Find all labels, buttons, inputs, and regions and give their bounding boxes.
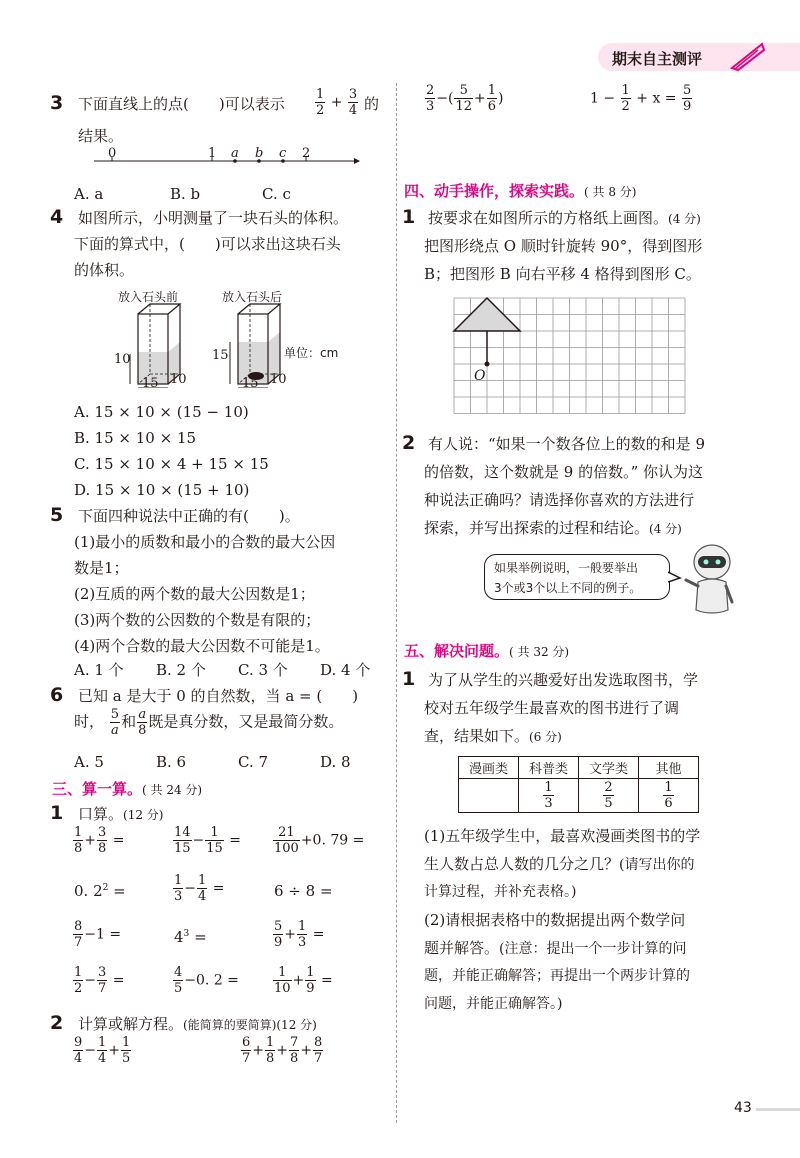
table-cell bbox=[639, 779, 699, 813]
section-points: ( 共 24 分) bbox=[142, 783, 203, 797]
question-number: 1 bbox=[50, 802, 64, 824]
points: (4 分) bbox=[668, 212, 701, 226]
section-title-text: 四、动手操作，探索实践。 bbox=[404, 182, 585, 200]
q3-expression bbox=[314, 88, 359, 117]
frac-den: 15 bbox=[206, 841, 223, 856]
q5-line: (1)最小的质数和最小的合数的最大公因 bbox=[74, 533, 336, 551]
option-d[interactable]: D. 8 bbox=[320, 753, 351, 771]
operator: + bbox=[474, 90, 486, 107]
q3-stem bbox=[78, 94, 285, 114]
line-text: 查，结果如下。 bbox=[424, 727, 530, 745]
q6-text: 既是真分数，又是最简分数。 bbox=[148, 712, 344, 731]
q5-line: (4)两个合数的最大公因数不可能是1。 bbox=[74, 637, 330, 655]
frac-num: 1 bbox=[74, 965, 83, 980]
frac-num: 3 bbox=[98, 965, 107, 980]
frac-den: 9 bbox=[274, 935, 283, 950]
title-text: 口算。 bbox=[78, 805, 124, 823]
operator: − bbox=[184, 880, 197, 897]
frac-den: 4 bbox=[98, 1051, 107, 1066]
option-c[interactable]: C. 7 bbox=[238, 753, 269, 771]
page-number-bar bbox=[756, 1108, 800, 1111]
question-number: 1 bbox=[402, 668, 416, 690]
option-c[interactable]: C. 15 × 10 × 4 + 15 × 15 bbox=[74, 455, 269, 473]
q4-line: 下面的算式中，( )可以求出这块石头 bbox=[74, 235, 341, 253]
frac-den: 7 bbox=[74, 935, 83, 950]
operator: ) bbox=[498, 90, 504, 107]
section-3-title bbox=[52, 778, 202, 799]
frac-den: 9 bbox=[306, 981, 315, 996]
expression-1 bbox=[72, 1036, 132, 1065]
calc-item bbox=[74, 884, 126, 899]
unit-label: 单位：cm bbox=[284, 346, 339, 360]
exponent: 3 bbox=[183, 929, 190, 939]
s4q2-line: 的倍数，这个数就是 9 的倍数。” 你认为这 bbox=[424, 463, 704, 481]
q4-line: 如图所示，小明测量了一块石头的体积。 bbox=[78, 209, 349, 227]
equals: = bbox=[212, 880, 225, 897]
frac-den: 6 bbox=[664, 796, 673, 811]
sub2-line: (2)请根据表格中的数据提出两个数学问 bbox=[424, 911, 686, 929]
q6-text: 时， bbox=[74, 712, 105, 731]
frac-num: 4 bbox=[174, 965, 183, 980]
table-cell bbox=[579, 779, 639, 813]
frac-num: 9 bbox=[74, 1035, 83, 1050]
frac-den: 7 bbox=[242, 1051, 251, 1066]
question-number: 2 bbox=[402, 432, 416, 454]
pencil-ruler-icon bbox=[728, 38, 768, 72]
equals: = bbox=[112, 832, 125, 849]
frac-den: 6 bbox=[487, 99, 497, 114]
frac-num: 1 bbox=[621, 83, 630, 98]
q3-stem-end: 的 bbox=[364, 95, 380, 113]
calc-item bbox=[172, 966, 239, 995]
equation-4 bbox=[590, 84, 693, 113]
frac-num: 1 bbox=[298, 919, 307, 934]
line-text: 探索，并写出探索的过程和结论。 bbox=[424, 519, 650, 537]
option-b[interactable]: B. 15 × 10 × 15 bbox=[74, 429, 197, 447]
question-number: 4 bbox=[50, 206, 64, 228]
q5-line: 下面四种说法中正确的有( )。 bbox=[78, 507, 300, 525]
frac-num: 2 bbox=[604, 780, 613, 795]
frac-den: 3 bbox=[174, 889, 183, 904]
option-a[interactable]: A. 1 个 bbox=[74, 661, 124, 679]
grid-paper bbox=[452, 296, 698, 418]
frac-den: 12 bbox=[455, 99, 473, 114]
frac-num: 1 bbox=[74, 825, 83, 840]
calc-item bbox=[272, 826, 364, 855]
sub1-line: (1)五年级学生中，最喜欢漫画类图书的学 bbox=[424, 827, 701, 845]
points: (12 分) bbox=[123, 808, 164, 822]
operator: + bbox=[330, 94, 343, 111]
option-c[interactable]: C. c bbox=[262, 185, 291, 203]
points: (能简算的要简算)(12 分) bbox=[183, 1018, 317, 1032]
s3q1-title bbox=[78, 804, 163, 825]
robot-icon bbox=[682, 540, 742, 620]
frac-den: 100 bbox=[274, 841, 299, 856]
sub2-line: 题，并能正确解答；再提出一个两步计算的 bbox=[424, 968, 690, 984]
hint-text: 如果举例说明，一般要举出 bbox=[494, 561, 639, 575]
equals: = bbox=[229, 832, 242, 849]
survey-table bbox=[458, 756, 699, 813]
hint-text: 3个或3个以上不同的例子。 bbox=[494, 581, 642, 595]
operator: − bbox=[84, 1042, 97, 1059]
frac-den: 3 bbox=[426, 99, 435, 114]
operator-and-value: −1 = bbox=[84, 926, 122, 943]
operator: + bbox=[276, 1042, 289, 1059]
fig-after-label: 放入石头后 bbox=[222, 290, 283, 304]
line-text: 题并解答。 bbox=[424, 939, 500, 957]
operator: + bbox=[252, 1042, 265, 1059]
operator: + bbox=[108, 1042, 121, 1059]
line-note: (请写出你的 bbox=[619, 857, 695, 873]
column-divider bbox=[396, 83, 397, 1123]
points: (4 分) bbox=[649, 522, 682, 536]
operator: + bbox=[84, 832, 97, 849]
q6-line: 已知 a 是大于 0 的自然数，当 a = ( ) bbox=[78, 687, 359, 705]
operator: + bbox=[292, 972, 305, 989]
frac-den: a bbox=[111, 723, 119, 738]
operator: 1 − bbox=[590, 90, 616, 107]
table-row bbox=[459, 779, 699, 813]
sub1-line bbox=[424, 854, 694, 875]
section-points: ( 共 8 分) bbox=[584, 185, 637, 199]
frac-num: 1 bbox=[487, 83, 497, 98]
number-line bbox=[92, 148, 362, 178]
s4q1-line bbox=[428, 208, 701, 229]
dim-height-label: 15 bbox=[212, 348, 229, 363]
frac-den: 7 bbox=[314, 1051, 323, 1066]
q5-line: 数是1； bbox=[74, 559, 129, 577]
frac-num: 14 bbox=[174, 825, 191, 840]
option-b[interactable]: B. b bbox=[170, 185, 201, 203]
frac-num: 1 bbox=[122, 1035, 131, 1050]
table-header-cell: 其他 bbox=[639, 757, 699, 779]
q6-text: 和 bbox=[121, 712, 137, 731]
frac-num: 7 bbox=[290, 1035, 299, 1050]
operator: −( bbox=[436, 90, 454, 107]
dim-depth-label: 10 bbox=[170, 372, 187, 387]
q5-line: (3)两个数的公因数的个数是有限的； bbox=[74, 611, 321, 629]
dim-width-label: 15 bbox=[142, 376, 159, 391]
point-c-label: c bbox=[279, 146, 287, 161]
sub1-line: 计算过程，并补充表格。) bbox=[424, 884, 577, 900]
question-number: 1 bbox=[402, 206, 416, 228]
tick-label: 2 bbox=[302, 146, 311, 161]
frac-num: 1 bbox=[266, 1035, 275, 1050]
calc-item bbox=[272, 920, 324, 949]
frac-num: 1 bbox=[174, 873, 183, 888]
frac-den: 8 bbox=[98, 841, 107, 856]
operator: + bbox=[284, 926, 297, 943]
question-number: 5 bbox=[50, 504, 64, 526]
line-note: (注意：提出一个一步计算的问 bbox=[499, 941, 687, 957]
equals: = bbox=[112, 972, 125, 989]
frac-den: 3 bbox=[544, 796, 553, 811]
dim-height-label: 10 bbox=[114, 352, 131, 367]
header-title: 期末自主测评 bbox=[612, 50, 703, 68]
s4q1-line: B；把图形 B 向右平移 4 格得到图形 C。 bbox=[424, 265, 701, 283]
s5q1-line: 校对五年级学生最喜欢的图书进行了调 bbox=[424, 699, 680, 717]
calc-item bbox=[174, 930, 207, 945]
frac-num: 21 bbox=[278, 825, 295, 840]
frac-num: 1 bbox=[98, 1035, 107, 1050]
frac-den: 5 bbox=[122, 1051, 131, 1066]
section-title-text: 三、算一算。 bbox=[52, 780, 143, 798]
option-b[interactable]: B. 2 个 bbox=[156, 661, 206, 679]
frac-den: 2 bbox=[316, 103, 325, 118]
frac-num: 5 bbox=[683, 83, 692, 98]
frac-den: 8 bbox=[290, 1051, 299, 1066]
operator: − bbox=[84, 972, 97, 989]
frac-num: 6 bbox=[242, 1035, 251, 1050]
page-number: 43 bbox=[734, 1100, 752, 1116]
frac-den: 7 bbox=[98, 981, 107, 996]
calc-item bbox=[172, 826, 241, 855]
frac-den: 15 bbox=[174, 841, 191, 856]
s4q2-line: 种说法正确吗？请选择你喜欢的方法进行 bbox=[424, 491, 695, 509]
point-a-label: a bbox=[231, 146, 239, 161]
s4q2-line: 有人说：“如果一个数各位上的数的和是 9 bbox=[428, 435, 705, 453]
option-d[interactable]: D. 15 × 10 × (15 + 10) bbox=[74, 481, 250, 499]
point-b-label: b bbox=[255, 146, 264, 161]
operator: + x = bbox=[636, 90, 677, 107]
points: (6 分) bbox=[529, 730, 562, 744]
s4q1-line: 把图形绕点 O 顺时针旋转 90°，得到图形 bbox=[424, 237, 703, 255]
q3-stem-result: 结果。 bbox=[78, 127, 124, 145]
frac-den: 8 bbox=[266, 1051, 275, 1066]
calc-item bbox=[72, 920, 121, 949]
point-o bbox=[485, 362, 490, 367]
tick-label: 1 bbox=[208, 146, 217, 161]
s4q2-line bbox=[424, 518, 682, 539]
question-number: 6 bbox=[50, 684, 64, 706]
s5q1-line: 为了从学生的兴趣爱好出发选取图书，学 bbox=[428, 671, 699, 689]
equals: = bbox=[113, 882, 126, 900]
frac-den: 2 bbox=[74, 981, 83, 996]
calc-item bbox=[272, 966, 333, 995]
frac-num: 8 bbox=[74, 919, 83, 934]
option-a[interactable]: A. 15 × 10 × (15 − 10) bbox=[74, 403, 249, 421]
s5q1-line bbox=[424, 726, 562, 747]
frac-den: 4 bbox=[198, 889, 207, 904]
equals: = bbox=[321, 972, 333, 989]
operator: − bbox=[192, 832, 205, 849]
dim-width-label: 15 bbox=[242, 376, 259, 391]
bubble-tail bbox=[668, 570, 682, 584]
frac-num: 5 bbox=[459, 83, 468, 98]
frac-num: 3 bbox=[98, 825, 107, 840]
title-text: 计算或解方程。 bbox=[78, 1015, 184, 1033]
s3q2-title bbox=[78, 1014, 317, 1035]
calc-item bbox=[172, 874, 224, 903]
frac-num: 1 bbox=[198, 873, 207, 888]
frac-num: 5 bbox=[110, 707, 120, 722]
sub2-line bbox=[424, 938, 686, 959]
line-text: 生人数占总人数的几分之几？ bbox=[424, 855, 620, 873]
sub2-line: 问题，并能正确解答。) bbox=[424, 996, 563, 1012]
frac-den: 4 bbox=[348, 103, 358, 118]
operator-and-value: +0. 79 = bbox=[300, 832, 365, 849]
frac-den: 8 bbox=[138, 723, 147, 738]
expression-2 bbox=[240, 1036, 324, 1065]
fig-before-label: 放入石头前 bbox=[118, 290, 179, 304]
dim-depth-label: 10 bbox=[270, 372, 287, 387]
frac-den: 8 bbox=[74, 841, 83, 856]
q4-line: 的体积。 bbox=[74, 261, 135, 279]
option-b[interactable]: B. 6 bbox=[156, 753, 187, 771]
equals: = bbox=[312, 926, 325, 943]
frac-den: 4 bbox=[74, 1051, 83, 1066]
frac-num: 1 bbox=[316, 87, 325, 102]
equals: = bbox=[194, 928, 207, 946]
expression-3 bbox=[424, 84, 504, 113]
value: 4 bbox=[174, 928, 184, 946]
option-a[interactable]: A. a bbox=[74, 185, 104, 203]
frac-num: 5 bbox=[274, 919, 283, 934]
calc-item: 6 ÷ 8 = bbox=[274, 882, 333, 900]
option-a[interactable]: A. 5 bbox=[74, 753, 104, 771]
frac-num: 1 bbox=[306, 965, 315, 980]
section-title-text: 五、解决问题。 bbox=[404, 642, 510, 660]
table-header-cell: 科普类 bbox=[519, 757, 579, 779]
table-cell bbox=[519, 779, 579, 813]
question-number: 3 bbox=[50, 92, 64, 114]
frac-num: 3 bbox=[348, 87, 358, 102]
table-header-cell: 文学类 bbox=[579, 757, 639, 779]
operator: + bbox=[300, 1042, 313, 1059]
table-header-cell: 漫画类 bbox=[459, 757, 519, 779]
section-4-title bbox=[404, 180, 636, 201]
frac-num: 1 bbox=[210, 825, 219, 840]
frac-den: 5 bbox=[174, 981, 183, 996]
q5-line: (2)互质的两个数的最大公因数是1； bbox=[74, 585, 315, 603]
question-number: 2 bbox=[50, 1012, 64, 1034]
section-5-title bbox=[404, 640, 569, 661]
point-o-label: O bbox=[474, 368, 486, 384]
operator-and-value: −0. 2 = bbox=[184, 972, 239, 989]
exponent: 2 bbox=[102, 883, 109, 893]
calc-item bbox=[72, 966, 124, 995]
tick-label: 0 bbox=[108, 146, 117, 161]
section-points: ( 共 32 分) bbox=[509, 645, 570, 659]
frac-den: 3 bbox=[298, 935, 307, 950]
table-cell-blank[interactable] bbox=[459, 779, 519, 813]
frac-num: 8 bbox=[314, 1035, 323, 1050]
line-text: 按要求在如图所示的方格纸上画图。 bbox=[428, 209, 669, 227]
frac-num: 2 bbox=[426, 83, 435, 98]
frac-den: 2 bbox=[621, 99, 630, 114]
frac-num: 1 bbox=[544, 780, 553, 795]
q6-line2 bbox=[74, 708, 343, 737]
frac-num: a bbox=[138, 707, 147, 722]
table-header-row bbox=[459, 757, 699, 779]
value: 0. 2 bbox=[74, 882, 103, 900]
q3-stem-text: 下面直线上的点( )可以表示 bbox=[78, 95, 285, 113]
frac-num: 1 bbox=[664, 780, 673, 795]
frac-den: 9 bbox=[683, 99, 692, 114]
frac-den: 10 bbox=[274, 981, 291, 996]
option-d[interactable]: D. 4 个 bbox=[320, 661, 371, 679]
calc-item bbox=[72, 826, 124, 855]
option-c[interactable]: C. 3 个 bbox=[238, 661, 288, 679]
frac-den: 5 bbox=[604, 796, 613, 811]
frac-num: 1 bbox=[278, 965, 287, 980]
